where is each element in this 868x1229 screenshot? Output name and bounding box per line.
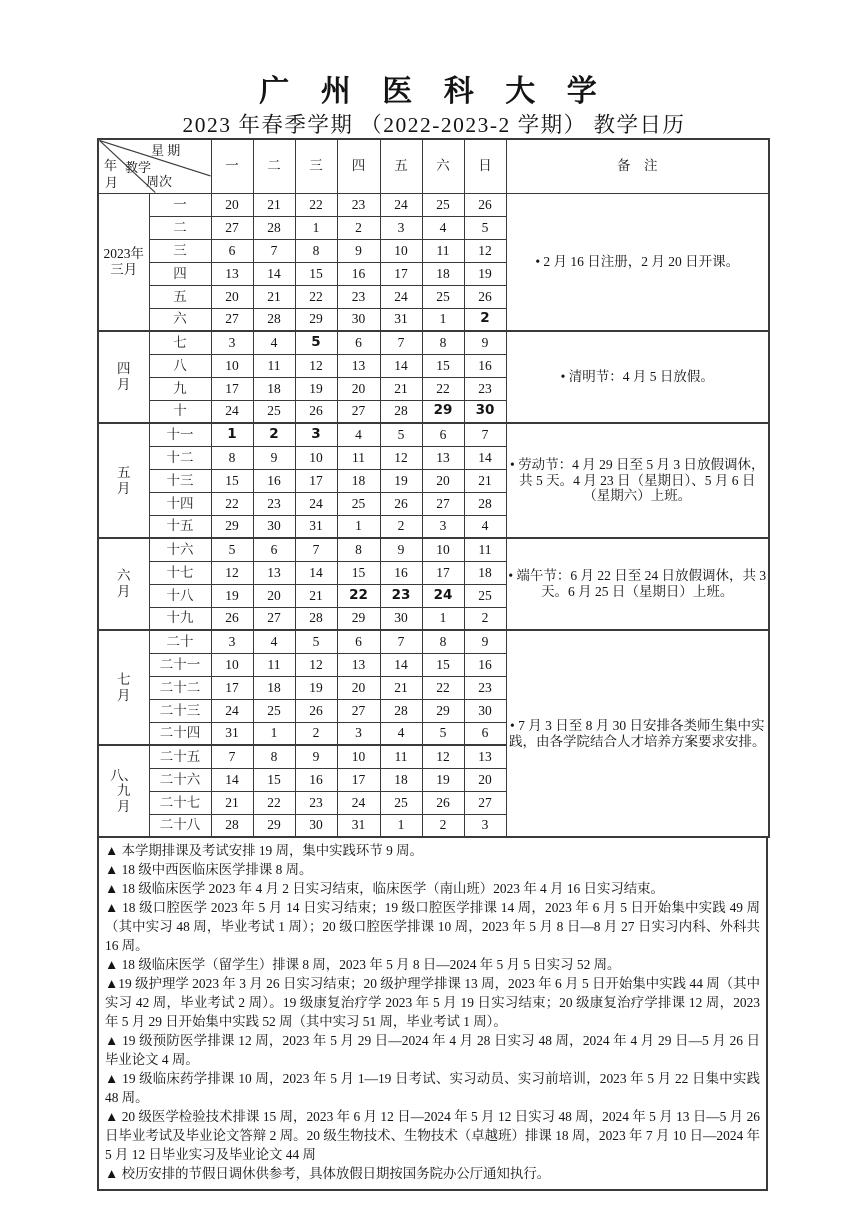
date-cell: 21 xyxy=(253,285,295,308)
date-cell: 26 xyxy=(211,607,253,630)
date-cell: 22 xyxy=(253,791,295,814)
date-cell-holiday: 3 xyxy=(295,423,337,446)
date-cell: 4 xyxy=(380,722,422,745)
date-cell: 1 xyxy=(295,216,337,239)
date-cell: 5 xyxy=(464,216,506,239)
date-cell: 25 xyxy=(422,285,464,308)
week-number: 四 xyxy=(149,262,211,285)
footnote-item: ▲ 本学期排课及考试安排 19 周，集中实践环节 9 周。 xyxy=(105,843,423,858)
week-number: 二十六 xyxy=(149,768,211,791)
footnote-item: ▲19 级护理学 2023 年 3 月 26 日实习结束；20 级护理学排课 13 周，2023 年 6 月 5 日开始集中实践 44 周（其中实习 42 周，毕业考试 2 周）。19 级康复治疗学 2023 年 5 月 19 日实习结束；20 级康复治疗学排课 12 周，2023 年 5 月 29 日开始集中实践 52 周（其中实习 51 周，毕业考试 1 周）。 xyxy=(105,976,760,1029)
week-number: 七 xyxy=(149,331,211,354)
date-cell: 2 xyxy=(464,607,506,630)
month-label xyxy=(98,331,149,423)
month-label xyxy=(98,538,149,630)
date-cell: 3 xyxy=(211,331,253,354)
week-number: 三 xyxy=(149,239,211,262)
footnotes-section xyxy=(97,838,768,1191)
month-label xyxy=(98,745,149,837)
date-cell: 8 xyxy=(253,745,295,768)
date-cell: 6 xyxy=(464,722,506,745)
date-cell: 12 xyxy=(295,653,337,676)
date-cell: 29 xyxy=(337,607,380,630)
date-cell: 13 xyxy=(464,745,506,768)
date-cell: 16 xyxy=(464,354,506,377)
page-subtitle: 2023 年春季学期 （2022-2023-2 学期） 教学日历 xyxy=(182,113,686,137)
date-cell: 27 xyxy=(337,400,380,423)
date-cell: 20 xyxy=(211,285,253,308)
week-number: 二十一 xyxy=(149,653,211,676)
date-cell: 14 xyxy=(211,768,253,791)
date-cell: 19 xyxy=(211,584,253,607)
date-cell: 5 xyxy=(422,722,464,745)
date-cell: 3 xyxy=(422,515,464,538)
date-cell: 28 xyxy=(380,400,422,423)
footnote-item: ▲ 20 级医学检验技术排课 15 周，2023 年 6 月 12 日—2024 年 5 月 12 日实习 48 周，2024 年 5 月 13 日—5 月 26 日毕业考试及毕业论文答辩 2 周。20 级生物技术、生物技术（卓越班）排课 18 周，2023 年 7 月 10 日—2024 年 5 月 12 日毕业实习及毕业论文 44 周 xyxy=(105,1109,760,1162)
date-cell: 7 xyxy=(380,331,422,354)
date-cell: 24 xyxy=(295,492,337,515)
week-number: 十五 xyxy=(149,515,211,538)
corner-year-label: 年 xyxy=(104,158,118,173)
date-cell: 12 xyxy=(380,446,422,469)
corner-cell xyxy=(98,139,211,193)
date-cell: 28 xyxy=(295,607,337,630)
corner-weekday-label: 星 期 xyxy=(151,143,181,158)
date-cell: 13 xyxy=(253,561,295,584)
date-cell: 26 xyxy=(380,492,422,515)
date-cell: 26 xyxy=(295,699,337,722)
date-cell: 17 xyxy=(211,377,253,400)
date-cell: 12 xyxy=(295,354,337,377)
week-number: 二十二 xyxy=(149,676,211,699)
date-cell: 21 xyxy=(295,584,337,607)
date-cell: 10 xyxy=(380,239,422,262)
footnote-item: ▲ 校历安排的节假日调休供参考，具体放假日期按国务院办公厅通知执行。 xyxy=(105,1166,551,1181)
date-cell: 15 xyxy=(422,354,464,377)
date-cell: 29 xyxy=(253,814,295,837)
date-cell: 17 xyxy=(295,469,337,492)
date-cell: 12 xyxy=(211,561,253,584)
date-cell: 8 xyxy=(337,538,380,561)
date-cell: 12 xyxy=(464,239,506,262)
date-cell: 7 xyxy=(380,630,422,653)
month-label-line: 月 xyxy=(117,687,131,703)
date-cell: 18 xyxy=(380,768,422,791)
date-cell: 12 xyxy=(422,745,464,768)
day-header-3: 三 xyxy=(295,139,337,193)
week-number: 五 xyxy=(149,285,211,308)
date-cell: 10 xyxy=(422,538,464,561)
date-cell: 13 xyxy=(211,262,253,285)
date-cell: 27 xyxy=(211,216,253,239)
date-cell: 2 xyxy=(337,216,380,239)
date-cell-holiday: 24 xyxy=(422,584,464,607)
date-cell: 31 xyxy=(337,814,380,837)
date-cell: 14 xyxy=(380,354,422,377)
date-cell: 9 xyxy=(380,538,422,561)
date-cell: 9 xyxy=(295,745,337,768)
date-cell: 11 xyxy=(337,446,380,469)
remark-cell: • 清明节：4 月 5 日放假。 xyxy=(506,331,769,423)
date-cell: 4 xyxy=(337,423,380,446)
date-cell: 25 xyxy=(422,193,464,216)
date-cell: 4 xyxy=(422,216,464,239)
month-label xyxy=(98,193,149,331)
week-number: 十七 xyxy=(149,561,211,584)
date-cell: 2 xyxy=(380,515,422,538)
month-label-line: 五 xyxy=(117,464,131,480)
date-cell: 9 xyxy=(337,239,380,262)
date-cell: 28 xyxy=(253,216,295,239)
date-cell: 15 xyxy=(422,653,464,676)
date-cell: 30 xyxy=(337,308,380,331)
week-number: 十四 xyxy=(149,492,211,515)
date-cell: 16 xyxy=(253,469,295,492)
date-cell: 23 xyxy=(337,193,380,216)
calendar-content xyxy=(97,138,768,1191)
date-cell: 26 xyxy=(464,285,506,308)
date-cell: 6 xyxy=(337,331,380,354)
month-label-line: 七 xyxy=(117,671,131,687)
date-cell: 19 xyxy=(380,469,422,492)
date-cell: 16 xyxy=(464,653,506,676)
date-cell: 15 xyxy=(253,768,295,791)
date-cell: 17 xyxy=(380,262,422,285)
date-cell: 18 xyxy=(253,377,295,400)
date-cell: 20 xyxy=(253,584,295,607)
date-cell: 28 xyxy=(380,699,422,722)
date-cell: 22 xyxy=(422,676,464,699)
remark-cell: • 劳动节：4 月 29 日至 5 月 3 日放假调休，共 5 天。4 月 23 日（星期日）、5 月 6 日（星期六）上班。 xyxy=(506,423,769,538)
date-cell: 25 xyxy=(253,699,295,722)
date-cell: 1 xyxy=(337,515,380,538)
date-cell: 10 xyxy=(337,745,380,768)
date-cell: 18 xyxy=(337,469,380,492)
date-cell: 23 xyxy=(337,285,380,308)
date-cell: 27 xyxy=(422,492,464,515)
date-cell: 1 xyxy=(422,308,464,331)
date-cell: 9 xyxy=(464,630,506,653)
remark-cell: • 2 月 16 日注册，2 月 20 日开课。 xyxy=(506,193,769,331)
date-cell: 24 xyxy=(380,285,422,308)
date-cell: 22 xyxy=(295,193,337,216)
date-cell: 13 xyxy=(337,354,380,377)
date-cell: 7 xyxy=(295,538,337,561)
date-cell: 24 xyxy=(337,791,380,814)
date-cell: 16 xyxy=(295,768,337,791)
date-cell: 20 xyxy=(211,193,253,216)
date-cell: 30 xyxy=(295,814,337,837)
date-cell: 3 xyxy=(464,814,506,837)
date-cell: 31 xyxy=(380,308,422,331)
date-cell: 21 xyxy=(380,676,422,699)
date-cell: 29 xyxy=(211,515,253,538)
date-cell: 22 xyxy=(295,285,337,308)
date-cell: 8 xyxy=(422,331,464,354)
month-label-line: 八、 xyxy=(110,767,138,783)
date-cell: 6 xyxy=(253,538,295,561)
date-cell: 28 xyxy=(464,492,506,515)
date-cell: 11 xyxy=(464,538,506,561)
month-label xyxy=(98,630,149,745)
date-cell: 4 xyxy=(253,331,295,354)
date-cell: 4 xyxy=(253,630,295,653)
week-row xyxy=(98,193,769,216)
month-label-line: 月 xyxy=(117,377,131,392)
day-header-4: 四 xyxy=(337,139,380,193)
footnote-item: ▲ 18 级口腔医学 2023 年 5 月 14 日实习结束；19 级口腔医学排课 14 周，2023 年 6 月 5 日开始集中实践 49 周（其中实习 48 周，毕业考试 1 周）；20 级口腔医学排课 10 周，2023 年 5 月 8 日—8 月 27 日实习内科、外科共 16 周。 xyxy=(105,900,760,953)
date-cell: 11 xyxy=(422,239,464,262)
date-cell: 19 xyxy=(464,262,506,285)
date-cell: 3 xyxy=(380,216,422,239)
date-cell: 30 xyxy=(464,699,506,722)
month-label-line: 三月 xyxy=(110,261,138,277)
date-cell: 6 xyxy=(337,630,380,653)
date-cell: 28 xyxy=(211,814,253,837)
remark-cell: • 端午节：6 月 22 日至 24 日放假调休，共 3 天。6 月 25 日（星期日）上班。 xyxy=(506,538,769,630)
day-header-6: 六 xyxy=(422,139,464,193)
date-cell: 23 xyxy=(295,791,337,814)
date-cell: 17 xyxy=(211,676,253,699)
date-cell: 6 xyxy=(211,239,253,262)
date-cell: 28 xyxy=(253,308,295,331)
date-cell-holiday: 22 xyxy=(337,584,380,607)
date-cell: 17 xyxy=(337,768,380,791)
date-cell: 15 xyxy=(295,262,337,285)
page-title: 广 州 医 科 大 学 xyxy=(259,75,609,108)
week-number: 二十三 xyxy=(149,699,211,722)
month-label-line: 2023年 xyxy=(103,246,144,262)
week-number: 十九 xyxy=(149,607,211,630)
date-cell: 24 xyxy=(380,193,422,216)
date-cell: 13 xyxy=(337,653,380,676)
date-cell: 9 xyxy=(253,446,295,469)
date-cell: 11 xyxy=(253,653,295,676)
date-cell: 29 xyxy=(422,699,464,722)
footnote-item: ▲ 19 级临床药学排课 10 周，2023 年 5 月 1—19 日考试、实习动员、实习前培训，2023 年 5 月 22 日集中实践 48 周。 xyxy=(105,1071,760,1105)
date-cell: 27 xyxy=(464,791,506,814)
day-header-2: 二 xyxy=(253,139,295,193)
date-cell: 8 xyxy=(295,239,337,262)
date-cell: 11 xyxy=(380,745,422,768)
week-number: 一 xyxy=(149,193,211,216)
date-cell: 3 xyxy=(211,630,253,653)
week-number: 十三 xyxy=(149,469,211,492)
week-number: 十八 xyxy=(149,584,211,607)
week-row xyxy=(98,331,769,354)
week-row xyxy=(98,538,769,561)
date-cell: 14 xyxy=(380,653,422,676)
date-cell: 15 xyxy=(211,469,253,492)
date-cell: 19 xyxy=(295,377,337,400)
date-cell: 31 xyxy=(211,722,253,745)
date-cell-holiday: 1 xyxy=(211,423,253,446)
date-cell: 14 xyxy=(295,561,337,584)
month-label-line: 月 xyxy=(117,480,131,496)
date-cell: 27 xyxy=(253,607,295,630)
footnote-item: ▲ 18 级中西医临床医学排课 8 周。 xyxy=(105,862,313,877)
date-cell: 17 xyxy=(422,561,464,584)
date-cell: 7 xyxy=(211,745,253,768)
date-cell-holiday: 5 xyxy=(295,331,337,354)
date-cell: 5 xyxy=(380,423,422,446)
week-number: 十二 xyxy=(149,446,211,469)
day-header-5: 五 xyxy=(380,139,422,193)
footnote-item: ▲ 18 级临床医学（留学生）排课 8 周，2023 年 5 月 8 日—2024 年 5 月 5 日实习 52 周。 xyxy=(105,957,621,972)
date-cell: 19 xyxy=(422,768,464,791)
month-label xyxy=(98,423,149,538)
day-header-1: 一 xyxy=(211,139,253,193)
date-cell: 20 xyxy=(422,469,464,492)
date-cell-holiday: 29 xyxy=(422,400,464,423)
date-cell: 30 xyxy=(253,515,295,538)
calendar-table xyxy=(97,138,770,838)
date-cell: 9 xyxy=(464,331,506,354)
date-cell: 1 xyxy=(380,814,422,837)
date-cell: 18 xyxy=(253,676,295,699)
week-row xyxy=(98,630,769,653)
date-cell: 8 xyxy=(211,446,253,469)
date-cell: 30 xyxy=(380,607,422,630)
date-cell: 23 xyxy=(464,676,506,699)
remarks-header: 备 注 xyxy=(506,139,769,193)
date-cell: 25 xyxy=(253,400,295,423)
month-label-line: 九 xyxy=(117,783,131,799)
week-number: 十 xyxy=(149,400,211,423)
date-cell: 25 xyxy=(337,492,380,515)
remark-cell: • 7 月 3 日至 8 月 30 日安排各类师生集中实践，由各学院结合人才培养方案要求安排。 xyxy=(506,630,769,837)
date-cell: 21 xyxy=(380,377,422,400)
corner-weeknum-label: 周次 xyxy=(146,174,173,189)
date-cell-holiday: 30 xyxy=(464,400,506,423)
date-cell: 20 xyxy=(337,676,380,699)
date-cell: 10 xyxy=(211,354,253,377)
week-number: 二 xyxy=(149,216,211,239)
date-cell: 2 xyxy=(295,722,337,745)
date-cell: 22 xyxy=(211,492,253,515)
date-cell: 2 xyxy=(422,814,464,837)
date-cell: 23 xyxy=(464,377,506,400)
week-number: 二十五 xyxy=(149,745,211,768)
date-cell: 14 xyxy=(464,446,506,469)
week-number: 二十四 xyxy=(149,722,211,745)
date-cell: 6 xyxy=(422,423,464,446)
date-cell: 21 xyxy=(211,791,253,814)
month-label-line: 月 xyxy=(117,798,131,814)
date-cell: 25 xyxy=(380,791,422,814)
date-cell: 1 xyxy=(422,607,464,630)
date-cell: 22 xyxy=(422,377,464,400)
date-cell: 7 xyxy=(464,423,506,446)
week-number: 六 xyxy=(149,308,211,331)
footnote-item: ▲ 18 级临床医学 2023 年 4 月 2 日实习结束，临床医学（南山班）2023 年 4 月 16 日实习结束。 xyxy=(105,881,664,896)
week-number: 九 xyxy=(149,377,211,400)
date-cell: 5 xyxy=(295,630,337,653)
week-number: 十一 xyxy=(149,423,211,446)
date-cell: 19 xyxy=(295,676,337,699)
date-cell: 3 xyxy=(337,722,380,745)
week-number: 十六 xyxy=(149,538,211,561)
date-cell: 5 xyxy=(211,538,253,561)
date-cell: 11 xyxy=(253,354,295,377)
date-cell: 25 xyxy=(464,584,506,607)
week-number: 八 xyxy=(149,354,211,377)
date-cell: 26 xyxy=(464,193,506,216)
month-label-line: 六 xyxy=(117,568,131,584)
day-header-7: 日 xyxy=(464,139,506,193)
date-cell: 26 xyxy=(295,400,337,423)
date-cell: 31 xyxy=(295,515,337,538)
week-number: 二十七 xyxy=(149,791,211,814)
date-cell: 18 xyxy=(464,561,506,584)
date-cell: 24 xyxy=(211,699,253,722)
date-cell-holiday: 2 xyxy=(253,423,295,446)
date-cell: 29 xyxy=(295,308,337,331)
date-cell: 10 xyxy=(211,653,253,676)
corner-month-label: 月 xyxy=(105,175,119,190)
corner-teaching-label: 教学 xyxy=(125,160,152,175)
date-cell: 4 xyxy=(464,515,506,538)
date-cell: 23 xyxy=(253,492,295,515)
date-cell: 24 xyxy=(211,400,253,423)
week-number: 二十 xyxy=(149,630,211,653)
date-cell: 21 xyxy=(464,469,506,492)
date-cell: 20 xyxy=(464,768,506,791)
date-cell: 26 xyxy=(422,791,464,814)
date-cell: 20 xyxy=(337,377,380,400)
date-cell: 8 xyxy=(422,630,464,653)
date-cell: 18 xyxy=(422,262,464,285)
week-number: 二十八 xyxy=(149,814,211,837)
date-cell-holiday: 2 xyxy=(464,308,506,331)
date-cell: 16 xyxy=(337,262,380,285)
date-cell: 27 xyxy=(337,699,380,722)
date-cell: 16 xyxy=(380,561,422,584)
date-cell: 1 xyxy=(253,722,295,745)
date-cell: 10 xyxy=(295,446,337,469)
footnote-item: ▲ 19 级预防医学排课 12 周，2023 年 5 月 29 日—2024 年 4 月 28 日实习 48 周，2024 年 4 月 29 日—5 月 26 日毕业论文 4 周。 xyxy=(105,1033,760,1067)
date-cell: 15 xyxy=(337,561,380,584)
month-label-line: 四 xyxy=(117,361,131,377)
date-cell: 14 xyxy=(253,262,295,285)
header-row xyxy=(98,139,769,193)
date-cell-holiday: 23 xyxy=(380,584,422,607)
date-cell: 21 xyxy=(253,193,295,216)
date-cell: 27 xyxy=(211,308,253,331)
week-row xyxy=(98,423,769,446)
date-cell: 7 xyxy=(253,239,295,262)
month-label-line: 月 xyxy=(117,584,131,599)
date-cell: 13 xyxy=(422,446,464,469)
